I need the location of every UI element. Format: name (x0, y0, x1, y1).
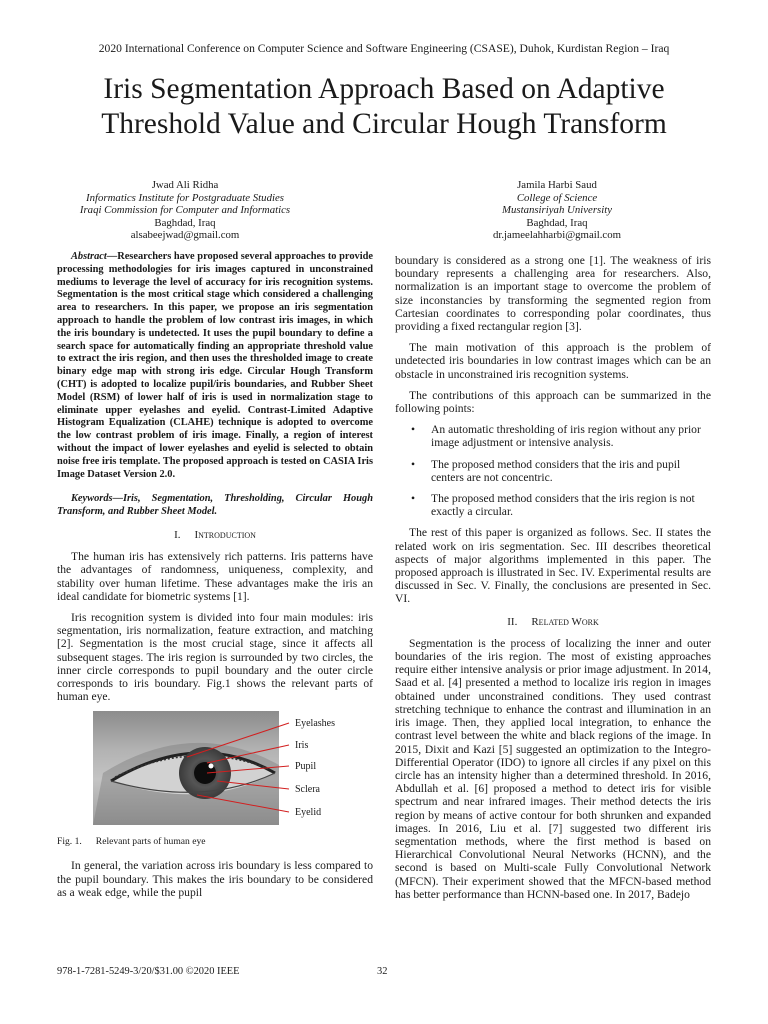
author-block-1 (35, 179, 335, 242)
label-eyelid: Eyelid (295, 807, 322, 819)
author-affiliation: Mustansiriyah University (501, 204, 613, 217)
paper-title (0, 72, 768, 142)
list-item: • The proposed method considers that the iris region is not exactly a circular. (431, 492, 711, 518)
author-name: Jamila Harbi Saud (517, 179, 597, 191)
author-city: Baghdad, Iraq (526, 216, 588, 229)
title-line-2: Threshold Value and Circular Hough Transform (101, 108, 667, 140)
figure-caption (57, 835, 206, 848)
label-sclera: Sclera (295, 784, 320, 796)
abstract (57, 251, 373, 481)
left-column (57, 251, 373, 907)
title-line-1: Iris Segmentation Approach Based on Adaptive (103, 73, 665, 105)
abstract-lead: Abstract (71, 251, 107, 262)
intro-paragraph-3: In general, the variation across iris boundary is less compared to the pupil boundary. This makes the iris boundary to be considered as a weak edge, while the pupil (57, 859, 373, 899)
related-paragraph-1: Segmentation is the process of localizing the inner and outer boundaries of the iris region. The most of existing approaches require either intensive analysis or prior image adjustment. In 2014, Saad et al. [4] presented a method to localize iris region in images obtained under unconstrained conditions. They used contrast stretching technique to enhance the contrast and illumination in an iris image. Then, they applied local integration, to enhance the contrast level between the white and black regions of the image. In 2015, Dixit and Kazi [5] suggested an optimization to the Integro-Differential Operator (IDO) to ignore all circles if any pixel on this circle has an intensity higher than a determined threshold. In 2016, Abdullah et al. [6] proposed a method to detect iris for visible spectrum and near infrared images. Their method detects the iris region by means of active contour for both shrunken and expanded images. In 2016, Liu et al. [7] suggested two different iris segmentation methods, where the first method is based on Hierarchical Convolutional Neural Networks (HCNN), and the second is based on Multi-scale Fully Convolutional Network (MFCN). Their experiment showed that the MFCN-based method has better performance than HCNN-based one. In 2017, Badejo (395, 636, 711, 901)
page-number: 32 (377, 966, 388, 977)
section-heading-related-work (395, 616, 711, 629)
contributions-list (395, 423, 711, 518)
section-title: Related Work (531, 615, 599, 628)
abstract-text: —Researchers have proposed several approaches to provide processing methodologies for iris images captured in unconstrained mediums to leverage the level of accuracy for iris recognition systems. Segmentation is the most critical stage which considered a challenging area to researchers. In this paper, we propose an iris segmentation approach to handle the problem of low contrast iris images, in which the iris boundary is undetected. It uses the pupil boundary to define a search space for automatically finding an appropriate threshold value to extract the iris region, and then uses the thresholded image to create binary edge map with strong iris edge. Circular Hough Transform (CHT) is adopted to localize pupil/iris boundaries, and Rubber Sheet Model (RSM) of lower half of iris is used in normalization stage to eliminate upper eyelashes and eyelid. Contrast-Limited Adaptive Histogram Equalization (CLAHE) technique is adopted to overcome the low contrast problem of iris image. Finally, a region of interest without the impact of lower eyelashes and eyelid is selected to obtain noise free iris template. The proposed approach is tested on CASIA Iris Image Dataset Version 2.0. (57, 251, 373, 480)
intro-paragraph-2: Iris recognition system is divided into four main modules: iris segmentation, iris normalization, feature extraction, and matching [2]. Segmentation is the most crucial stage, since it affects all subsequent stages. The iris region is surrounded by two circles, the inner circle corresponds to pupil boundary and the outer circle corresponds to iris boundary. Fig.1 shows the relevant parts of human eye. (57, 610, 373, 704)
conference-header: 2020 International Conference on Computer Science and Software Engineering (CSASE), Duhok, Kurdistan Region – Iraq (98, 42, 670, 55)
right-paragraph-1: boundary is considered as a strong one [1]. The weakness of iris boundary represents a challenging area for researchers. Also, normalization is an important stage to overcome the problem of size inconstancies by transforming the segmented region from Cartesian coordinates to corresponding polar coordinates, thus providing a fixed rectangular region [3]. (395, 254, 711, 334)
keywords: Keywords—Iris, Segmentation, Thresholding, Circular Hough Transform, and Rubber Sheet Model. (57, 493, 373, 518)
section-heading-introduction (57, 529, 373, 542)
author-affiliation: Informatics Institute for Postgraduate Studies (86, 191, 284, 204)
right-column (395, 254, 711, 909)
figure-caption-text: Relevant parts of human eye (95, 836, 206, 848)
author-affiliation: Iraqi Commission for Computer and Informatics (79, 204, 291, 217)
callout-lines (187, 723, 289, 812)
author-name: Jwad Ali Ridha (151, 179, 219, 191)
author-block-2 (407, 179, 707, 242)
label-eyelashes: Eyelashes (295, 718, 335, 730)
author-affiliation: College of Science (516, 191, 598, 204)
label-iris: Iris (295, 740, 309, 752)
label-pupil: Pupil (295, 761, 317, 773)
figure-1 (57, 711, 373, 853)
author-email: alsabeejwad@gmail.com (130, 229, 240, 242)
list-item: • The proposed method considers that the iris and pupil centers are not concentric. (431, 458, 711, 484)
copyright-footer: 978-1-7281-5249-3/20/$31.00 ©2020 IEEE (57, 966, 240, 977)
figure-1-callouts (57, 711, 373, 831)
section-number: I. (174, 528, 181, 541)
section-number: II. (507, 615, 518, 628)
list-item: • An automatic thresholding of iris region without any prior image adjustment or intensive analysis. (431, 423, 711, 449)
figure-caption-number: Fig. 1. (57, 836, 82, 848)
author-city: Baghdad, Iraq (154, 216, 216, 229)
right-paragraph-3: The contributions of this approach can be summarized in the following points: (395, 388, 711, 416)
right-paragraph-2: The main motivation of this approach is the problem of undetected iris boundaries in low contrast images which can be an obstacle in unconstrained iris recognition systems. (395, 341, 711, 381)
intro-paragraph-1: The human iris has extensively rich patterns. Iris patterns have the advantages of randomness, uniqueness, complexity, and stability over human lifetime. These advantages make the iris an ideal candidate for biometric systems [1]. (57, 550, 373, 603)
author-email: dr.jameelahharbi@gmail.com (492, 229, 622, 242)
section-title: Introduction (194, 528, 256, 541)
right-paragraph-4: The rest of this paper is organized as follows. Sec. II states the related work on iris segmentation. Sec. III describes theoretical aspects of major algorithms implemented in this paper. The proposed approach is illustrated in Sec. IV. Experimental results are discussed in Sec. V. Finally, the conclusions are presented in Sec. VI. (395, 526, 711, 606)
